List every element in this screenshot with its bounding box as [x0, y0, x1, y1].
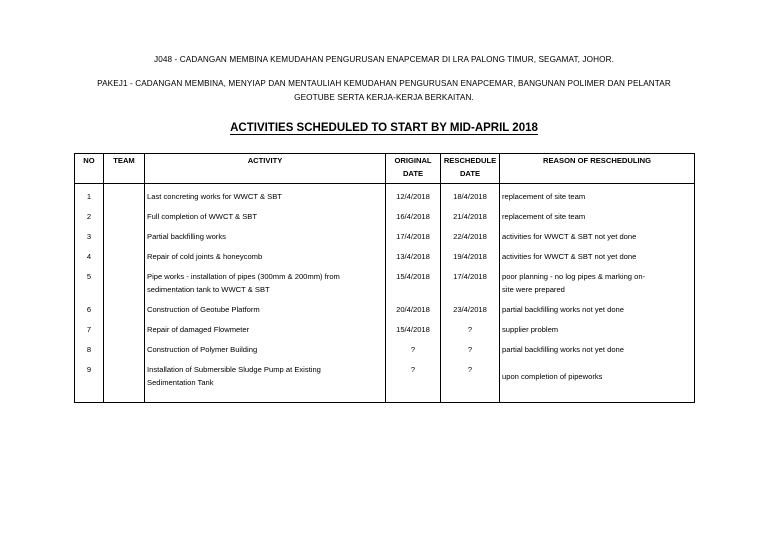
- cell-reason: replacement of site team: [500, 184, 695, 211]
- cell-activity: Partial backfilling works: [145, 230, 386, 250]
- cell-team: [104, 270, 145, 303]
- cell-team: [104, 363, 145, 403]
- cell-reschedule-date: ?: [441, 323, 500, 343]
- col-header-reason: REASON OF RESCHEDULING: [500, 154, 695, 184]
- table-row: [75, 323, 695, 343]
- col-header-activity: ACTIVITY: [145, 154, 386, 184]
- cell-reason-line2: site were prepared: [502, 285, 565, 294]
- cell-reschedule-date: ?: [441, 343, 500, 363]
- cell-reschedule-date: 18/4/2018: [441, 184, 500, 211]
- cell-reschedule-date: ?: [441, 363, 500, 403]
- cell-original-date: 15/4/2018: [386, 270, 441, 303]
- cell-activity: Last concreting works for WWCT & SBT: [145, 184, 386, 211]
- cell-team: [104, 184, 145, 211]
- cell-team: [104, 250, 145, 270]
- cell-no: 1: [75, 184, 104, 211]
- cell-team: [104, 323, 145, 343]
- table-row: [75, 210, 695, 230]
- cell-activity: Repair of cold joints & honeycomb: [145, 250, 386, 270]
- cell-reason: [500, 270, 695, 303]
- cell-original-date: 15/4/2018: [386, 323, 441, 343]
- cell-original-date: 16/4/2018: [386, 210, 441, 230]
- cell-no: 6: [75, 303, 104, 323]
- cell-activity: Repair of damaged Flowmeter: [145, 323, 386, 343]
- cell-reschedule-date: 17/4/2018: [441, 270, 500, 303]
- table-row: [75, 250, 695, 270]
- cell-reschedule-date: 19/4/2018: [441, 250, 500, 270]
- col-header-original-date: [386, 154, 441, 184]
- cell-reason: activities for WWCT & SBT not yet done: [500, 250, 695, 270]
- document-title-text: ACTIVITIES SCHEDULED TO START BY MID-APRIL 2018: [230, 122, 538, 134]
- cell-reason: replacement of site team: [500, 210, 695, 230]
- table-row: [75, 270, 695, 303]
- cell-activity: Construction of Polymer Building: [145, 343, 386, 363]
- cell-reschedule-date: 23/4/2018: [441, 303, 500, 323]
- cell-no: 4: [75, 250, 104, 270]
- cell-reason: [500, 363, 695, 403]
- cell-activity-line2: Sedimentation Tank: [147, 378, 214, 387]
- cell-reason: partial backfilling works not yet done: [500, 303, 695, 323]
- table-header-row: [75, 154, 695, 184]
- cell-original-date: 17/4/2018: [386, 230, 441, 250]
- cell-original-date: ?: [386, 363, 441, 403]
- cell-no: 3: [75, 230, 104, 250]
- cell-no: 7: [75, 323, 104, 343]
- cell-original-date: ?: [386, 343, 441, 363]
- col-header-team: TEAM: [104, 154, 145, 184]
- cell-team: [104, 230, 145, 250]
- cell-reason: partial backfilling works not yet done: [500, 343, 695, 363]
- cell-no: 5: [75, 270, 104, 303]
- cell-activity: [145, 270, 386, 303]
- document-title: [0, 122, 768, 134]
- col-header-original-l2: DATE: [402, 169, 424, 178]
- cell-reason-line1: poor planning - no log pipes & marking on-: [502, 272, 646, 281]
- cell-activity: [145, 363, 386, 403]
- table-row: [75, 363, 695, 403]
- package-title-line2: GEOTUBE SERTA KERJA-KERJA BERKAITAN.: [294, 93, 474, 102]
- table-row: [75, 303, 695, 323]
- col-header-reschedule-l2: DATE: [459, 169, 481, 178]
- col-header-original-l1: ORIGINAL: [394, 156, 432, 165]
- cell-activity-line1: Installation of Submersible Sludge Pump at Existing: [147, 365, 321, 374]
- cell-reason: supplier problem: [500, 323, 695, 343]
- table-row: [75, 230, 695, 250]
- cell-no: 2: [75, 210, 104, 230]
- cell-team: [104, 343, 145, 363]
- cell-reschedule-date: 22/4/2018: [441, 230, 500, 250]
- cell-original-date: 12/4/2018: [386, 184, 441, 211]
- table-row: [75, 343, 695, 363]
- col-header-reschedule-date: [441, 154, 500, 184]
- activities-table: [74, 153, 695, 403]
- cell-original-date: 13/4/2018: [386, 250, 441, 270]
- cell-no: 9: [75, 363, 104, 403]
- cell-activity-line2: sedimentation tank to WWCT & SBT: [147, 285, 270, 294]
- cell-activity: Construction of Geotube Platform: [145, 303, 386, 323]
- cell-original-date: 20/4/2018: [386, 303, 441, 323]
- cell-reason: activities for WWCT & SBT not yet done: [500, 230, 695, 250]
- col-header-no: NO: [75, 154, 104, 184]
- table-row: [75, 184, 695, 211]
- cell-reason-text: upon completion of pipeworks: [502, 372, 603, 381]
- cell-team: [104, 210, 145, 230]
- cell-team: [104, 303, 145, 323]
- cell-no: 8: [75, 343, 104, 363]
- cell-reschedule-date: 21/4/2018: [441, 210, 500, 230]
- col-header-reschedule-l1: RESCHEDULE: [443, 156, 497, 165]
- cell-activity: Full completion of WWCT & SBT: [145, 210, 386, 230]
- package-title-line1: PAKEJ1 - CADANGAN MEMBINA, MENYIAP DAN MENTAULIAH KEMUDAHAN PENGURUSAN ENAPCEMAR, BANGUNAN POLIMER DAN PELANTAR: [97, 79, 671, 88]
- cell-activity-line1: Pipe works - installation of pipes (300mm & 200mm) from: [147, 272, 340, 281]
- project-title-line: J048 - CADANGAN MEMBINA KEMUDAHAN PENGURUSAN ENAPCEMAR DI LRA PALONG TIMUR, SEGAMAT, JOHOR.: [154, 55, 614, 64]
